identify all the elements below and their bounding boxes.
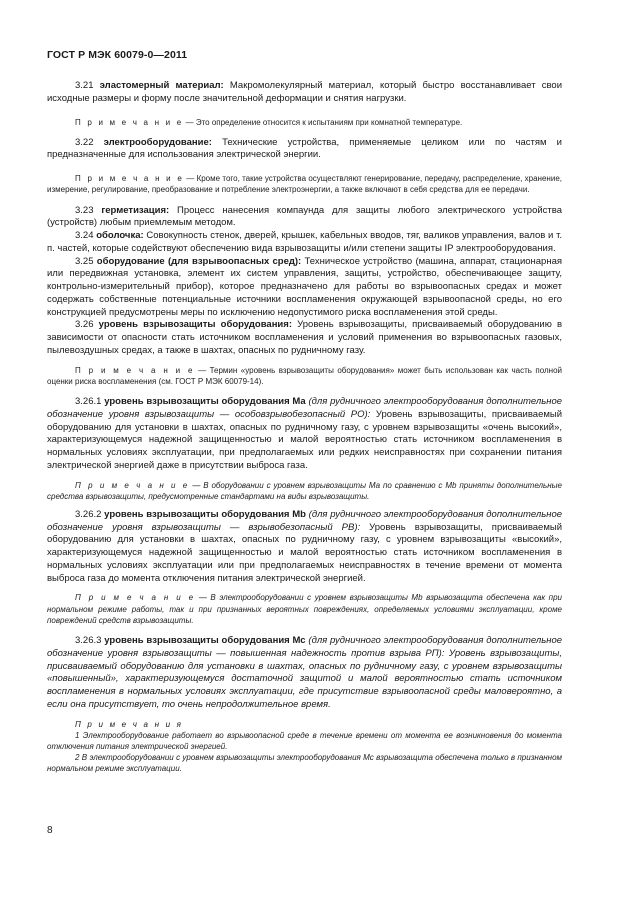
clause-3-25: 3.25 оборудование (для взрывоопасных сред): Техническое устройство (машина, аппарат, стационарная или передвижная установка, элемент их систем управления, защиты, устройство, обеспечивающее защиту, контрольно-измерительный прибор), которое предназначено для работы во взрывоопасных средах и может содержать собственные потенциальные источники воспламенения окружающей взрывоопасной среды, но его конструкцией предусмотрены меры по исключению недопустимого риска воспламенения этой среды. [47, 255, 563, 318]
clause-3-24: 3.24 оболочка: Совокупность стенок, дверей, крышек, кабельных вводов, тяг, валиков управления, валов и т. п. частей, которые содействуют обеспечению вида взрывозащиты и/или степени защиты IP электрооборудования. [47, 230, 563, 254]
note-3-26-2: П р и м е ч а н и е — В электрооборудовании с уровнем взрывозащиты Mb взрывозащита обеспечена как при нормальном режиме работы, так и при признанных вероятных повреждениях, определяемых условиями эксплуатации, кроме повреждений средств взрывозащиты. [47, 593, 562, 625]
clause-3-21: 3.21 эластомерный материал: Макромолекулярный материал, который быстро восстанавливает свои исходные размеры и форму после значительной деформации и снятия нагрузки. [47, 80, 563, 104]
note-3-26-1: П р и м е ч а н и е — В оборудовании с уровнем взрывозащиты Ма по сравнению с Мb приняты дополнительные средства взрывозащиты, предусмотренные стандартами на виды взрывозащиты. [47, 480, 562, 501]
clause-3-26-2: 3.26.2 уровень взрывозащиты оборудования Mb (для рудничного электрооборудования дополнительное обозначение уровня взрывозащиты — взрывобезопасный РВ): Уровень взрывозащиты, присваиваемый оборудованию для установки в шахтах, опасных по рудничному газу, с уровнем взрывозащиты «высокий», характеризующемуся надежной защищенностью и малой вероятностью стать источником воспламенения в нормальных условиях эксплуатации или при предполагаемых неисправностях в течение времени от момента выброса газа до момента отключения питания электрической энергией. [47, 508, 563, 584]
document-body [47, 80, 562, 775]
note-3-21: П р и м е ч а н и е — Это определение относится к испытаниям при комнатной температуре. [75, 117, 463, 127]
note-3-26-3-1: 1 Электрооборудование работает во взрывоопасной среде в течение времени от момента ее возникновения до момента отключения питания электрической энергией. [47, 730, 562, 751]
clause-3-26-3: 3.26.3 уровень взрывозащиты оборудования Мс (для рудничного электрооборудования дополнительное обозначение уровня взрывозащиты — повышенная надежность против взрыва РП): Уровень взрывозащиты, присваиваемый оборудованию для установки в шахтах, опасных по рудничному газу, с уровнем взрывозащиты «повышенный», характеризующемуся достаточной защитой и малой вероятностью стать источником воспламенения в нормальных условиях эксплуатации, где присутствие взрывоопасной среды маловероятно, а если она присутствует, то очень непродолжительное время. [47, 635, 563, 710]
notes-heading: П р и м е ч а н и я [75, 719, 184, 729]
page-number: 8 [47, 825, 53, 836]
note-3-26: П р и м е ч а н и е — Термин «уровень взрывозащиты оборудования» может быть использован как часть полной оценки риска воспламенения (см. ГОСТ Р МЭК 60079-14). [47, 365, 563, 386]
clause-3-26: 3.26 уровень взрывозащиты оборудования: Уровень взрывозащиты, присваиваемый оборудованию в зависимости от опасности стать источником воспламенения и условий применения во взрывоопасных газовых, пылевоздушных средах, а также в шахтах, опасных по рудничному газу. [47, 319, 563, 356]
note-3-22: П р и м е ч а н и е — Кроме того, такие устройства осуществляют генерирование, передачу, распределение, хранение, измерение, регулирование, преобразование и потребление электроэнергии, а также включают в себя средства для ее передачи. [47, 174, 562, 195]
note-3-26-3-2: 2 В электрооборудовании с уровнем взрывозащиты электрооборудования Мс взрывозащита обеспечена только в признанном нормальном режиме эксплуатации. [47, 753, 562, 774]
clause-3-26-1: 3.26.1 уровень взрывозащиты оборудования Ма (для рудничного электрооборудования дополнительное обозначение уровня взрывозащиты — особовзрывобезопасный РО): Уровень взрывозащиты, присваиваемый оборудованию для установки в шахтах, опасных по рудничному газу, с уровнем взрывозащиты «очень высокий», характеризующемуся надежной защищенностью и малой вероятностью стать источником воспламенения в нормальных условиях эксплуатации, при предполагаемых или редких неисправностях при сохранении питания электрической энергией даже в присутствии выброса газа. [47, 396, 563, 471]
clause-3-22: 3.22 электрооборудование: Технические устройства, применяемые целиком или по частям и предназначенные для использования электрической энергии. [47, 136, 562, 161]
clause-3-23: 3.23 герметизация: Процесс нанесения компаунда для защиты любого электрического устройства (устройств) любым приемлемым методом. [47, 204, 562, 229]
standard-header: ГОСТ Р МЭК 60079-0—2011 [47, 49, 188, 61]
